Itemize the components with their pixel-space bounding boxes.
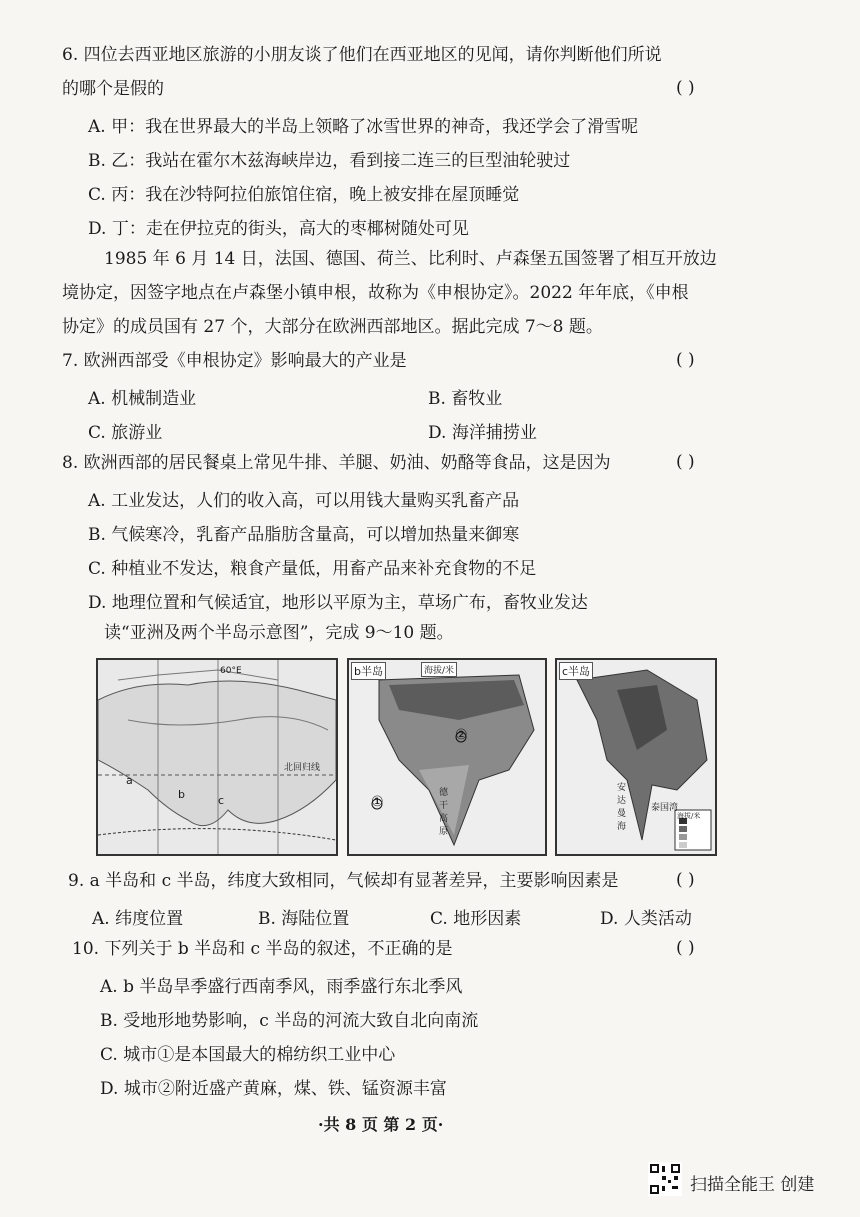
q9-option-c: C. 地形因素: [430, 909, 522, 929]
passage-line3: 协定》的成员国有 27 个，大部分在欧洲西部地区。据此完成 7～8 题。: [62, 317, 603, 337]
q6-option-d: D. 丁：走在伊拉克的街头，高大的枣椰树随处可见: [88, 219, 469, 239]
q10-stem: 10. 下列关于 b 半岛和 c 半岛的叙述，不正确的是: [72, 939, 453, 959]
q9-answer-paren: ( ): [676, 870, 695, 890]
q10-option-b: B. 受地形地势影响，c 半岛的河流大致自北向南流: [100, 1011, 479, 1031]
asia-map-label-c: c: [218, 794, 225, 807]
q8-option-a: A. 工业发达，人们的收入高，可以用钱大量购买乳畜产品: [88, 491, 520, 511]
b-peninsula-map: [347, 658, 547, 856]
b-peninsula-legend: 海拔/米: [421, 662, 457, 677]
q9-option-a: A. 纬度位置: [92, 909, 184, 929]
q9-option-d: D. 人类活动: [600, 909, 692, 929]
asia-map-label-a: a: [126, 774, 133, 787]
c-map-legend: 海拔/米: [677, 812, 701, 820]
c-peninsula-map: [555, 658, 717, 856]
b-map-city-1: ①: [371, 794, 384, 810]
q6-stem-line1: 6. 四位去西亚地区旅游的小朋友谈了他们在西亚地区的见闻，请你判断他们所说: [62, 45, 662, 65]
q6-option-b: B. 乙：我站在霍尔木兹海峡岸边，看到接二连三的巨型油轮驶过: [88, 151, 571, 171]
q6-option-c: C. 丙：我在沙特阿拉伯旅馆住宿，晚上被安排在屋顶睡觉: [88, 185, 520, 205]
map-intro: 读“亚洲及两个半岛示意图”，完成 9～10 题。: [104, 623, 454, 643]
q10-answer-paren: ( ): [676, 938, 695, 958]
q6-option-a: A. 甲：我在世界最大的半岛上领略了冰雪世界的神奇，我还学会了滑雪呢: [88, 117, 639, 137]
c-map-andaman: 安达曼海: [617, 783, 627, 832]
q8-answer-paren: ( ): [676, 452, 695, 472]
scanner-watermark-text: 扫描全能王 创建: [690, 1175, 815, 1195]
c-peninsula-title: c半岛: [559, 662, 593, 680]
qr-code-icon: [648, 1162, 682, 1196]
q10-option-d: D. 城市②附近盛产黄麻，煤、铁、锰资源丰富: [100, 1079, 447, 1099]
passage-line1: 1985 年 6 月 14 日，法国、德国、荷兰、比利时、卢森堡五国签署了相互开放边: [104, 249, 717, 269]
q7-option-b: B. 畜牧业: [428, 389, 503, 409]
q7-answer-paren: ( ): [676, 350, 695, 370]
q8-stem: 8. 欧洲西部的居民餐桌上常见牛排、羊腿、奶油、奶酪等食品，这是因为: [62, 453, 611, 473]
q7-option-c: C. 旅游业: [88, 423, 163, 443]
asia-map: [96, 658, 338, 856]
passage-line2: 境协定，因签字地点在卢森堡小镇申根，故称为《申根协定》。2022 年年底，《申根: [62, 283, 689, 303]
asia-map-label-tropic: 北回归线: [284, 763, 321, 773]
q10-option-c: C. 城市①是本国最大的棉纺织工业中心: [100, 1045, 396, 1065]
q7-stem: 7. 欧洲西部受《申根协定》影响最大的产业是: [62, 351, 407, 371]
b-peninsula-title: b半岛: [351, 662, 386, 680]
b-map-city-2: ②: [455, 727, 468, 743]
q7-option-a: A. 机械制造业: [88, 389, 197, 409]
asia-map-label-60e: 60°E: [220, 666, 242, 676]
q6-stem-line2: 的哪个是假的: [62, 79, 164, 99]
q10-option-a: A. b 半岛旱季盛行西南季风，雨季盛行东北季风: [100, 977, 463, 997]
c-peninsula-drawing: [557, 660, 715, 854]
asia-map-label-b: b: [178, 788, 185, 801]
asia-map-drawing: [98, 660, 336, 854]
b-map-deccan: 德干高原: [439, 788, 449, 837]
q7-option-d: D. 海洋捕捞业: [428, 423, 537, 443]
q8-option-c: C. 种植业不发达，粮食产量低，用畜产品来补充食物的不足: [88, 559, 537, 579]
q6-answer-paren: ( ): [676, 78, 695, 98]
c-map-gulf: 泰国湾: [651, 803, 679, 813]
q9-stem: 9. a 半岛和 c 半岛，纬度大致相同，气候却有显著差异，主要影响因素是: [68, 871, 619, 891]
q9-option-b: B. 海陆位置: [258, 909, 350, 929]
q8-option-b: B. 气候寒冷，乳畜产品脂肪含量高，可以增加热量来御寒: [88, 525, 520, 545]
q8-option-d: D. 地理位置和气候适宜，地形以平原为主，草场广布，畜牧业发达: [88, 593, 588, 613]
page-footer: ·共 8 页 第 2 页·: [318, 1115, 444, 1134]
